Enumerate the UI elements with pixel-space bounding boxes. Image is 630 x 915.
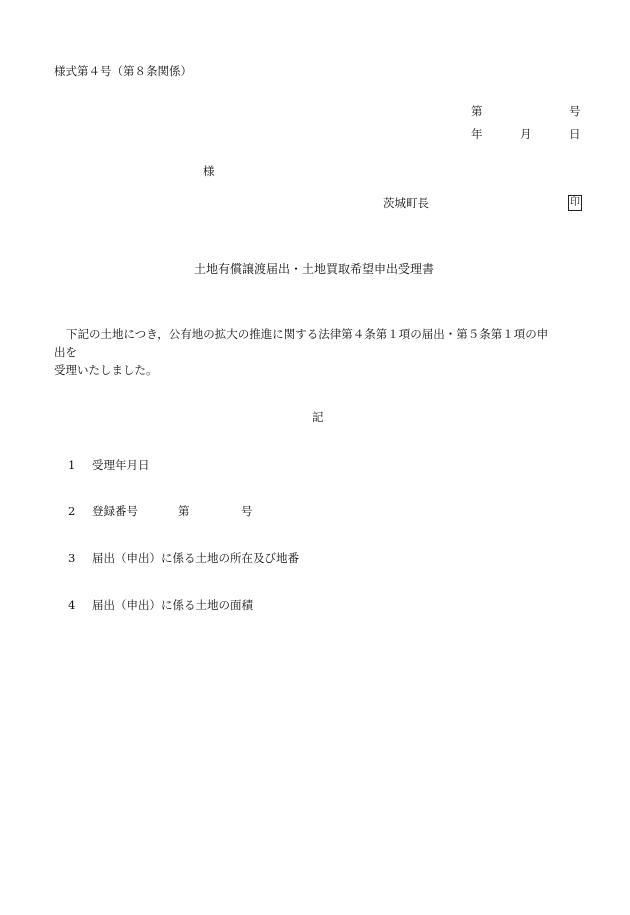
- registration-number-suffix: 号: [241, 504, 253, 518]
- body-line-1: 下記の土地につき，公有地の拡大の推進に関する法律第４条第１項の届出・第５条第１項の申: [66, 327, 549, 341]
- item-1-label: 受理年月日: [92, 458, 150, 472]
- item-4-label: 届出（申出）に係る土地の面積: [92, 598, 253, 612]
- ki-heading: 記: [312, 410, 324, 424]
- document-number-suffix: 号: [569, 104, 581, 118]
- form-number-label: 様式第４号（第８条関係）: [54, 64, 192, 78]
- body-paragraph: [54, 325, 584, 379]
- document-title: 土地有償譲渡届出・土地買取希望申出受理書: [194, 262, 435, 276]
- item-3-number: 3: [68, 551, 76, 565]
- date-day: 日: [569, 127, 581, 141]
- issuer-name: 茨城町長: [383, 196, 429, 210]
- addressee-suffix: 様: [203, 164, 215, 178]
- item-3-label: 届出（申出）に係る土地の所在及び地番: [92, 551, 299, 565]
- item-4-number: 4: [68, 598, 76, 612]
- body-line-3: 受理いたしました。: [54, 363, 158, 377]
- item-2-number: 2: [68, 504, 76, 518]
- registration-number-prefix: 第: [178, 504, 190, 518]
- date-month: 月: [520, 127, 532, 141]
- item-2-label: 登録番号: [92, 504, 138, 518]
- document-number-prefix: 第: [471, 104, 483, 118]
- seal-mark: 印: [568, 195, 582, 211]
- body-line-2: 出を: [54, 345, 77, 359]
- date-year: 年: [471, 127, 483, 141]
- item-1-number: 1: [68, 458, 76, 472]
